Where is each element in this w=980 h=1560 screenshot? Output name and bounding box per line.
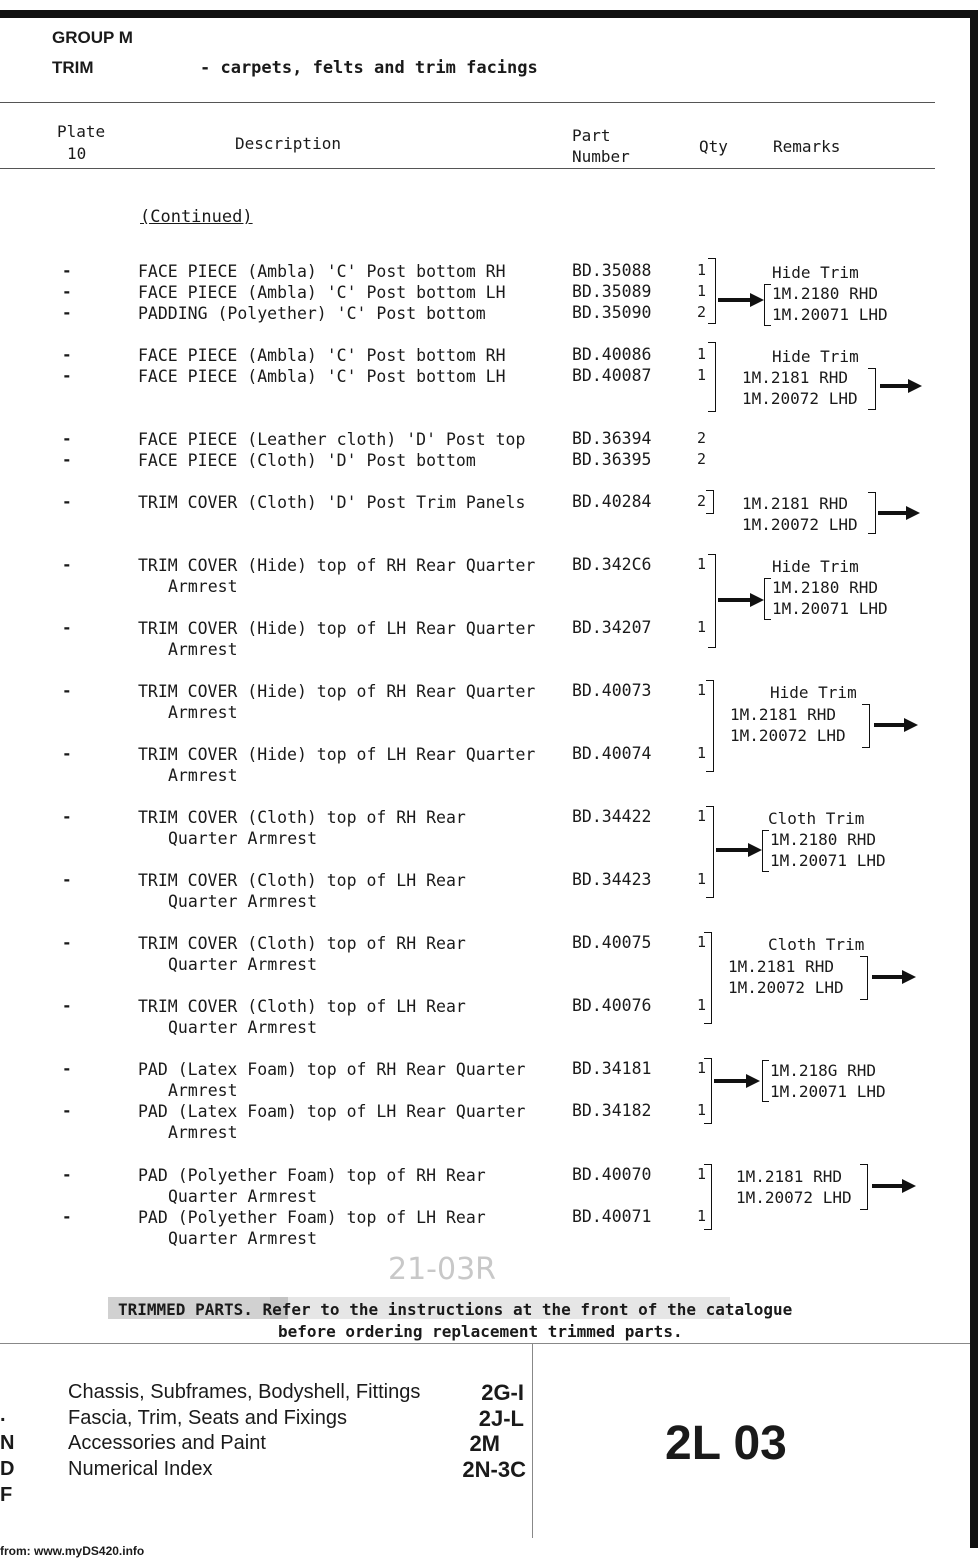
remarks-line: 1M.218G RHD (770, 1061, 876, 1080)
part-header: Part (572, 126, 611, 145)
description-line: Quarter Armrest (168, 1229, 318, 1248)
row-description (138, 261, 506, 282)
edge-letter: N (0, 1432, 15, 1454)
part-number: BD.40075 (572, 933, 652, 952)
description-line: TRIM COVER (Hide) top of LH Rear Quarter (138, 619, 536, 638)
description-line: TRIM COVER (Cloth) 'D' Post Trim Panels (138, 493, 526, 512)
quantity: 2 (697, 450, 707, 468)
remarks-bracket (764, 284, 771, 326)
row-dash: - (62, 1165, 72, 1184)
quantity: 2 (697, 303, 707, 321)
part-number: BD.35090 (572, 303, 652, 322)
remarks-bracket (764, 578, 771, 620)
description-line: TRIM COVER (Cloth) top of LH Rear (138, 871, 466, 890)
qty-bracket (706, 680, 714, 772)
row-dash: - (62, 261, 72, 280)
header-rule-bottom (0, 168, 935, 169)
remarks-bracket (862, 704, 870, 748)
remarks-line: 1M.20071 LHD (772, 599, 888, 618)
row-description (138, 366, 506, 387)
description-line: FACE PIECE (Ambla) 'C' Post bottom LH (138, 367, 506, 386)
description-header: Description (235, 134, 341, 153)
row-description (138, 618, 535, 660)
quantity: 1 (697, 282, 707, 300)
row-description (138, 744, 535, 786)
row-description (138, 870, 466, 912)
description-line: Quarter Armrest (168, 829, 318, 848)
arrow-right-icon (716, 843, 762, 857)
description-line: Armrest (168, 1081, 238, 1100)
row-dash: - (62, 555, 72, 574)
faint-stamp: 21-03R (388, 1252, 497, 1287)
remarks-bracket (762, 1060, 769, 1102)
row-dash: - (62, 1207, 72, 1226)
row-dash: - (62, 618, 72, 637)
quantity: 1 (697, 345, 707, 363)
part-number: BD.40073 (572, 681, 652, 700)
remarks-line: 1M.20072 LHD (728, 978, 844, 997)
plate-number: 10 (67, 144, 87, 163)
row-description (138, 1059, 525, 1101)
description-line: TRIM COVER (Hide) top of RH Rear Quarter (138, 556, 536, 575)
row-dash: - (62, 429, 72, 448)
remarks-line: 1M.20071 LHD (770, 1082, 886, 1101)
quantity: 1 (697, 681, 707, 699)
row-description (138, 1101, 525, 1143)
remarks-line: 1M.2181 RHD (730, 705, 836, 724)
remarks-line: 1M.20072 LHD (742, 389, 858, 408)
description-line: TRIM COVER (Cloth) top of RH Rear (138, 934, 466, 953)
remarks-bracket (860, 956, 868, 1000)
remarks-line: 1M.2181 RHD (742, 368, 848, 387)
part-number: BD.40071 (572, 1207, 652, 1226)
remarks-line: 1M.20072 LHD (730, 726, 846, 745)
edge-letter: . (0, 1404, 6, 1426)
arrow-right-icon (714, 1074, 760, 1088)
description-line: Armrest (168, 577, 238, 596)
remarks-header: Remarks (773, 137, 841, 156)
remarks-line: 1M.2181 RHD (742, 494, 848, 513)
part-number: BD.40076 (572, 996, 652, 1015)
toc-item-code: 2M (469, 1431, 500, 1456)
page-code: 2L 03 (665, 1417, 787, 1470)
quantity: 1 (697, 744, 707, 762)
row-dash: - (62, 345, 72, 364)
remarks-line: 1M.20072 LHD (736, 1188, 852, 1207)
row-description (138, 450, 476, 471)
quantity: 1 (697, 366, 707, 384)
row-description (138, 933, 466, 975)
part-number: BD.34182 (572, 1101, 652, 1120)
description-line: Armrest (168, 703, 238, 722)
description-line: TRIM COVER (Hide) top of LH Rear Quarter (138, 745, 536, 764)
arrow-right-icon (878, 506, 920, 520)
notice-line: TRIMMED PARTS. Refer to the instructions at the front of the catalogue (118, 1300, 793, 1319)
qty-bracket (708, 554, 716, 648)
row-dash: - (62, 450, 72, 469)
row-dash: - (62, 366, 72, 385)
description-line: PAD (Latex Foam) top of LH Rear Quarter (138, 1102, 526, 1121)
row-description (138, 429, 525, 450)
qty-bracket (704, 932, 712, 1024)
row-dash: - (62, 870, 72, 889)
part-number: BD.34207 (572, 618, 652, 637)
description-line: Quarter Armrest (168, 1187, 318, 1206)
part-number: BD.40087 (572, 366, 652, 385)
part-number: BD.342C6 (572, 555, 652, 574)
row-dash: - (62, 492, 72, 511)
arrow-right-icon (718, 593, 764, 607)
description-line: PAD (Polyether Foam) top of LH Rear (138, 1208, 486, 1227)
remarks-title: Hide Trim (772, 263, 859, 282)
qty-bracket (704, 1058, 712, 1124)
quantity: 1 (697, 996, 707, 1014)
remarks-bracket (860, 1164, 868, 1210)
continued-label: (Continued) (140, 207, 253, 227)
qty-bracket (706, 490, 714, 514)
row-description (138, 1207, 486, 1249)
source-watermark: from: www.myDS420.info (0, 1544, 145, 1558)
part-number: BD.35089 (572, 282, 652, 301)
qty-header: Qty (699, 137, 728, 156)
remarks-line: 1M.2180 RHD (772, 284, 878, 303)
row-description (138, 996, 466, 1038)
description-line: FACE PIECE (Ambla) 'C' Post bottom RH (138, 262, 506, 281)
row-dash: - (62, 996, 72, 1015)
description-line: FACE PIECE (Ambla) 'C' Post bottom LH (138, 283, 506, 302)
toc-item-code: 2N-3C (462, 1457, 526, 1482)
row-dash: - (62, 807, 72, 826)
quantity: 1 (697, 870, 707, 888)
row-description (138, 282, 506, 303)
edge-letter: F (0, 1484, 13, 1506)
remarks-line: 1M.2181 RHD (736, 1167, 842, 1186)
part-number: BD.34422 (572, 807, 652, 826)
row-description (138, 555, 535, 597)
description-line: Armrest (168, 640, 238, 659)
remarks-bracket (868, 368, 876, 410)
quantity: 1 (697, 1059, 707, 1077)
quantity: 1 (697, 1165, 707, 1183)
row-dash: - (62, 933, 72, 952)
arrow-right-icon (872, 970, 916, 984)
description-line: TRIM COVER (Cloth) top of LH Rear (138, 997, 466, 1016)
part-number: BD.34423 (572, 870, 652, 889)
row-dash: - (62, 1059, 72, 1078)
remarks-line: 1M.20071 LHD (770, 851, 886, 870)
row-description (138, 681, 535, 723)
qty-bracket (706, 806, 714, 898)
description-line: PADDING (Polyether) 'C' Post bottom (138, 304, 486, 323)
row-description (138, 807, 466, 849)
header-rule-top (0, 102, 935, 103)
row-dash: - (62, 282, 72, 301)
quantity: 1 (697, 807, 707, 825)
row-dash: - (62, 303, 72, 322)
description-line: FACE PIECE (Leather cloth) 'D' Post top (138, 430, 526, 449)
number-header: Number (572, 147, 630, 166)
remarks-title: Hide Trim (770, 683, 857, 702)
remarks-line: 1M.2181 RHD (728, 957, 834, 976)
description-line: FACE PIECE (Ambla) 'C' Post bottom RH (138, 346, 506, 365)
part-number: BD.35088 (572, 261, 652, 280)
qty-bracket (704, 1164, 712, 1230)
quantity: 1 (697, 1101, 707, 1119)
row-description (138, 492, 525, 513)
arrow-right-icon (872, 1179, 916, 1193)
remarks-line: 1M.20071 LHD (772, 305, 888, 324)
footer-divider (532, 1343, 533, 1538)
edge-letter: D (0, 1458, 15, 1480)
description-line: Armrest (168, 766, 238, 785)
part-number: BD.40070 (572, 1165, 652, 1184)
description-line: TRIM COVER (Hide) top of RH Rear Quarter (138, 682, 536, 701)
remarks-title: Cloth Trim (768, 935, 865, 954)
quantity: 1 (697, 261, 707, 279)
arrow-right-icon (718, 293, 764, 307)
toc-item-label: Numerical Index (68, 1458, 213, 1480)
remarks-line: 1M.2180 RHD (772, 578, 878, 597)
part-number: BD.40284 (572, 492, 652, 511)
remarks-bracket (868, 492, 876, 534)
description-line: PAD (Polyether Foam) top of RH Rear (138, 1166, 486, 1185)
group-label: GROUP M (52, 28, 133, 47)
description-line: Quarter Armrest (168, 1018, 318, 1037)
part-number: BD.40086 (572, 345, 652, 364)
arrow-right-icon (874, 718, 918, 732)
row-dash: - (62, 1101, 72, 1120)
arrow-right-icon (880, 379, 922, 393)
description-line: TRIM COVER (Cloth) top of RH Rear (138, 808, 466, 827)
row-description (138, 345, 506, 366)
remarks-title: Hide Trim (772, 347, 859, 366)
description-line: Quarter Armrest (168, 892, 318, 911)
part-number: BD.34181 (572, 1059, 652, 1078)
section-subtitle: - carpets, felts and trim facings (200, 58, 538, 78)
row-dash: - (62, 681, 72, 700)
quantity: 1 (697, 933, 707, 951)
quantity: 1 (697, 555, 707, 573)
description-line: Armrest (168, 1123, 238, 1142)
quantity: 2 (697, 429, 707, 447)
remarks-line: 1M.2180 RHD (770, 830, 876, 849)
remarks-line: 1M.20072 LHD (742, 515, 858, 534)
quantity: 1 (697, 618, 707, 636)
row-description (138, 303, 486, 324)
quantity: 1 (697, 1207, 707, 1225)
qty-bracket (708, 258, 716, 324)
row-description (138, 1165, 486, 1207)
description-line: Quarter Armrest (168, 955, 318, 974)
row-dash: - (62, 744, 72, 763)
part-number: BD.36394 (572, 429, 652, 448)
remarks-title: Hide Trim (772, 557, 859, 576)
part-number: BD.40074 (572, 744, 652, 763)
toc-item-code: 2J-L (478, 1406, 524, 1431)
plate-header: Plate (57, 122, 106, 141)
remarks-bracket (762, 830, 769, 872)
toc-item-code: 2G-I (481, 1380, 524, 1405)
footer-rule (0, 1343, 970, 1344)
description-line: FACE PIECE (Cloth) 'D' Post bottom (138, 451, 476, 470)
quantity: 2 (697, 492, 707, 510)
toc-item-label: Accessories and Paint (68, 1432, 266, 1454)
toc-item-label: Fascia, Trim, Seats and Fixings (68, 1407, 347, 1429)
notice-line: before ordering replacement trimmed parts. (278, 1322, 683, 1341)
remarks-title: Cloth Trim (768, 809, 865, 828)
trim-label: TRIM (52, 58, 94, 77)
description-line: PAD (Latex Foam) top of RH Rear Quarter (138, 1060, 526, 1079)
toc-item-label: Chassis, Subframes, Bodyshell, Fittings (68, 1381, 421, 1403)
part-number: BD.36395 (572, 450, 652, 469)
qty-bracket (708, 342, 716, 412)
